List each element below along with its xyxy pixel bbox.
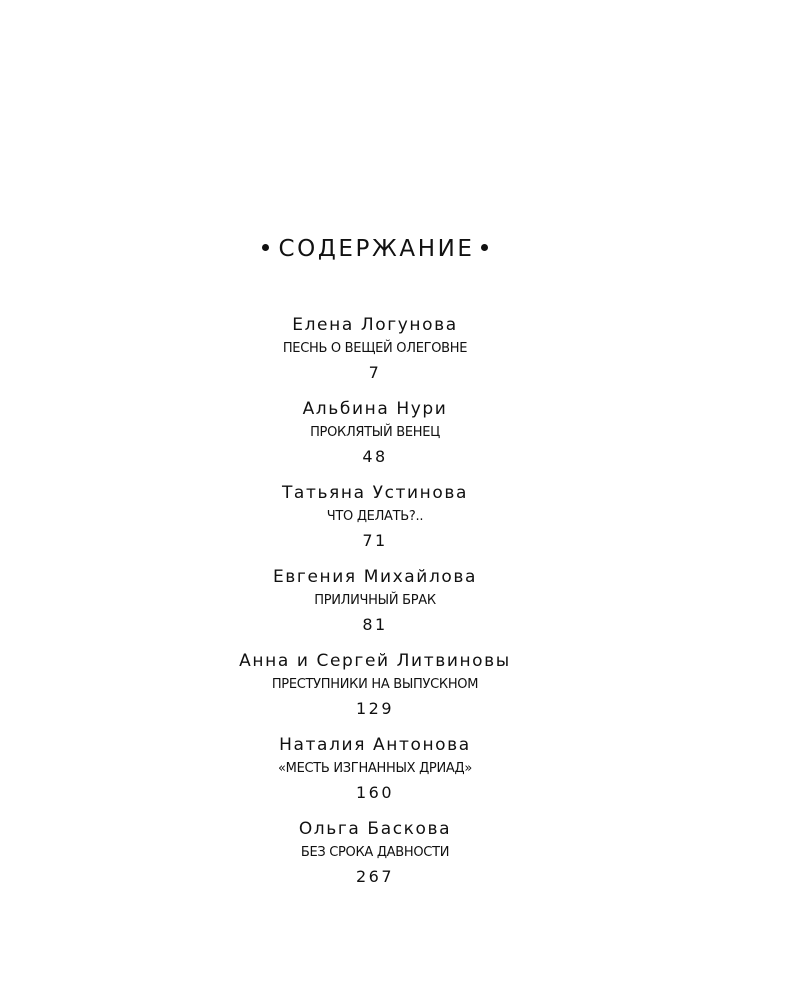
toc-title: ПРИЛИЧНЫЙ БРАК xyxy=(314,593,436,608)
toc-entry xyxy=(0,734,750,818)
contents-heading-text: СОДЕРЖАНИЕ xyxy=(278,236,475,262)
toc-entry xyxy=(0,398,750,482)
bullet-icon xyxy=(481,244,488,251)
table-of-contents xyxy=(0,314,750,902)
toc-title: ПРЕСТУПНИКИ НА ВЫПУСКНОМ xyxy=(271,677,479,692)
toc-author: Евгения Михайлова xyxy=(272,567,478,587)
toc-page-number: 48 xyxy=(362,447,388,466)
toc-author: Татьяна Устинова xyxy=(281,483,469,503)
toc-entry xyxy=(0,314,750,398)
toc-author: Елена Логунова xyxy=(292,315,458,335)
contents-heading xyxy=(0,234,750,264)
toc-entry xyxy=(0,566,750,650)
toc-title: ЧТО ДЕЛАТЬ?.. xyxy=(326,509,424,524)
toc-page-number: 267 xyxy=(355,867,395,886)
toc-entry xyxy=(0,818,750,902)
toc-author: Альбина Нури xyxy=(302,399,448,419)
toc-author: Анна и Сергей Литвиновы xyxy=(239,651,511,671)
toc-author: Ольга Баскова xyxy=(298,819,452,839)
toc-page-number: 129 xyxy=(355,699,395,718)
toc-title: ПЕСНЬ О ВЕЩЕЙ ОЛЕГОВНЕ xyxy=(282,341,468,356)
bullet-icon xyxy=(262,244,269,251)
toc-page-number: 71 xyxy=(362,531,388,550)
toc-title: «МЕСТЬ ИЗГНАННЫХ ДРИАД» xyxy=(278,761,472,776)
toc-page-number: 160 xyxy=(355,783,395,802)
toc-page-number: 7 xyxy=(368,363,382,382)
toc-entry xyxy=(0,482,750,566)
toc-title: ПРОКЛЯТЫЙ ВЕНЕЦ xyxy=(310,425,440,440)
toc-title: БЕЗ СРОКА ДАВНОСТИ xyxy=(300,845,450,860)
toc-page-number: 81 xyxy=(362,615,388,634)
toc-author: Наталия Антонова xyxy=(279,735,471,755)
toc-entry xyxy=(0,650,750,734)
